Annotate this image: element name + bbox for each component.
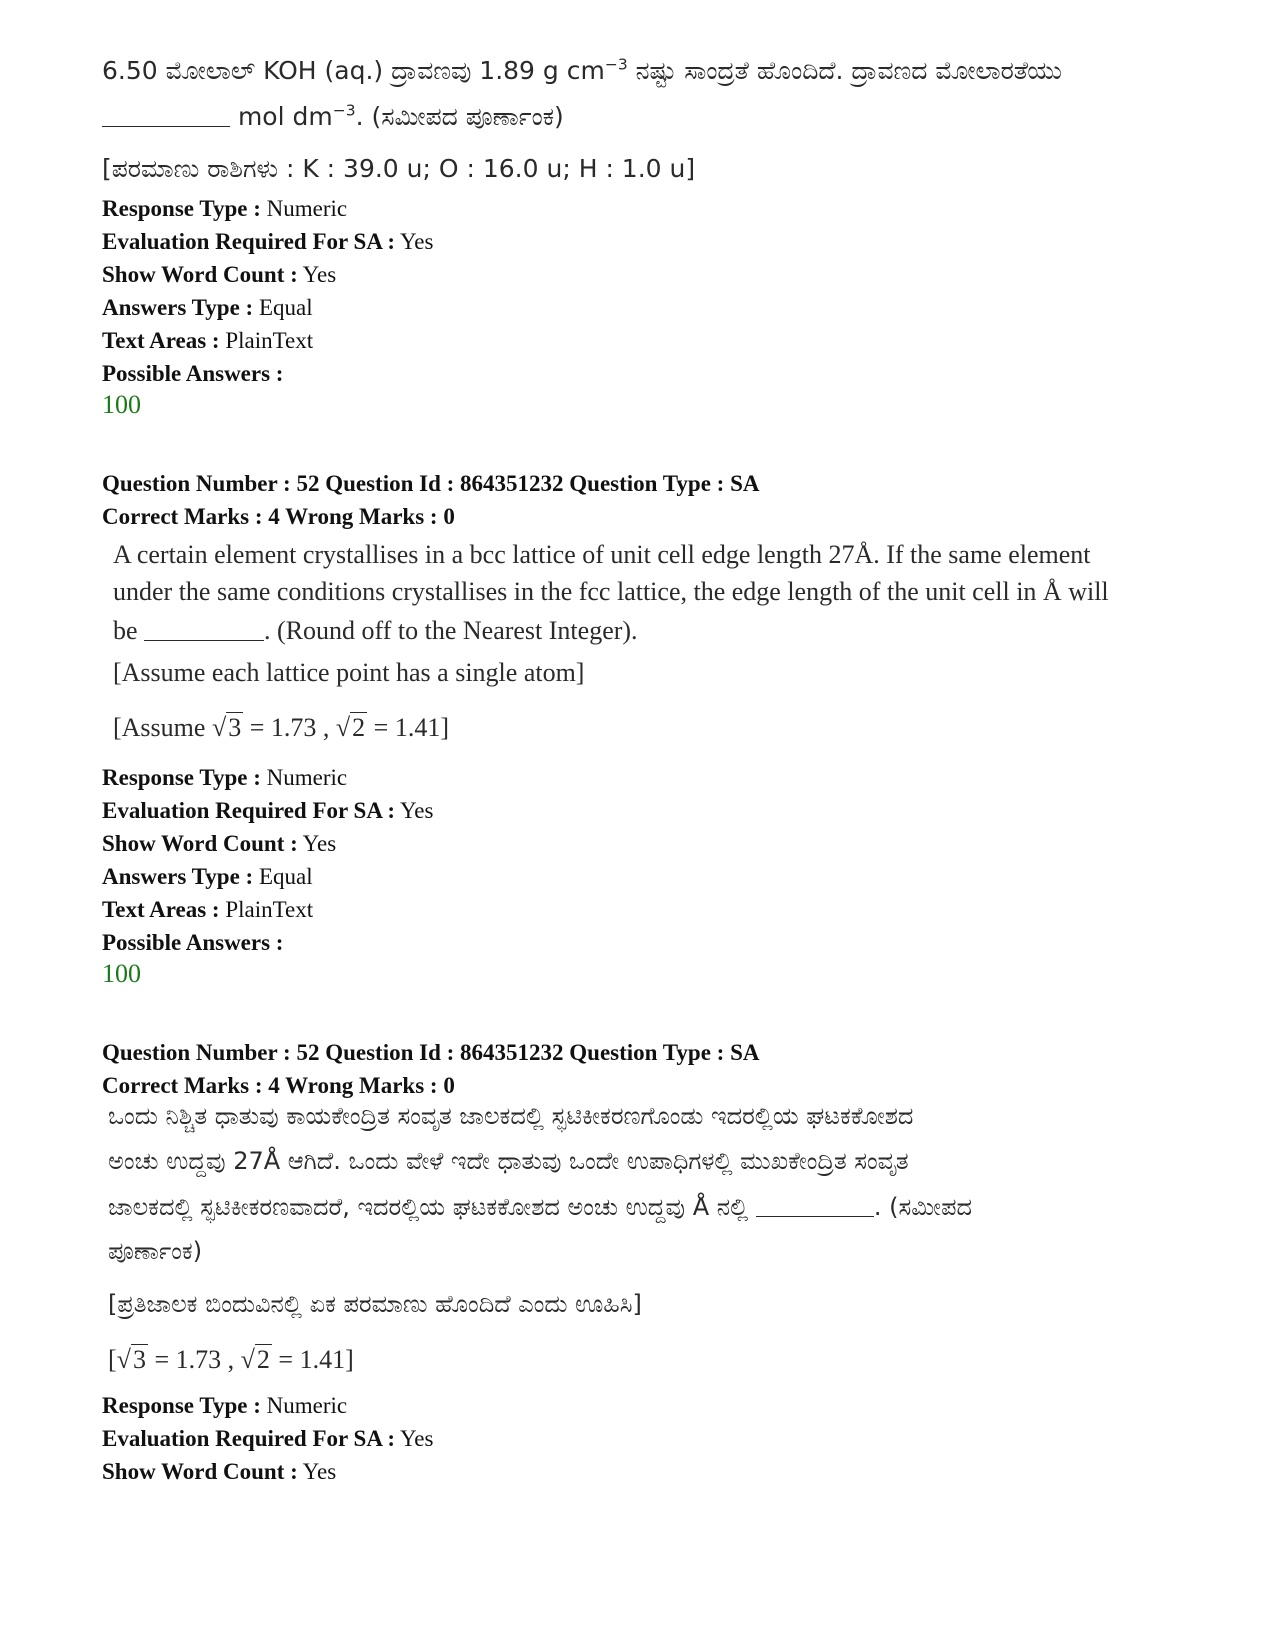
meta-response-type: Response Type : Numeric [102,1393,348,1418]
meta-evaluation-required: Evaluation Required For SA : Yes [102,229,434,254]
meta-text-areas: Text Areas : PlainText [102,897,314,922]
kn-line2-text-b: . (ಸಮೀಪದ ಪೂರ್ಣಾಂಕ) [355,102,564,131]
question-marks: Correct Marks : 4 Wrong Marks : 0 [102,1073,455,1098]
question-heading: Question Number : 52 Question Id : 864351232 Question Type : SA [102,471,760,496]
meta-possible-answers: Possible Answers : [102,930,284,955]
meta-show-word-count: Show Word Count : Yes [102,1459,337,1484]
kn-line1-text-a: 6.50 ಮೋಲಾಲ್ KOH (aq.) ದ್ರಾವಣವು 1.89 g cm [102,56,605,85]
formula-suffix: = 1.41] [271,1345,354,1374]
kn-line2-superscript: −3 [332,101,356,120]
question-heading: Question Number : 52 Question Id : 864351232 Question Type : SA [102,1040,760,1065]
formula-suffix: = 1.41] [367,713,449,742]
possible-answer-value: 100 [102,390,141,419]
sqrt-2: √2 [335,713,366,742]
meta-show-word-count: Show Word Count : Yes [102,262,337,287]
kn-line3-text-a: ಜಾಲಕದಲ್ಲಿ ಸ್ಫಟಿಕೀಕರಣವಾದರೆ, ಇದರಲ್ಲಿಯ ಘಟಕಕೋಶದ ಅಂಚು ಉದ್ದವು Å ನಲ್ಲಿ [108,1193,756,1221]
answer-blank [102,101,230,127]
meta-answers-type: Answers Type : Equal [102,295,313,320]
kn-line1-text-b: ನಷ್ಟು ಸಾಂದ್ರತೆ ಹೊಂದಿದೆ. ದ್ರಾವಣದ ಮೋಲಾರತೆಯು [627,56,1062,85]
question-line-1: A certain element crystallises in a bcc lattice of unit cell edge length 27Å. If the same element [113,540,1091,569]
formula-mid: = 1.73 , [243,713,336,742]
kn-question-line-2: ಅಂಚು ಉದ್ದವು 27Å ಆಗಿದೆ. ಒಂದು ವೇಳೆ ಇದೇ ಧಾತುವು ಒಂದೇ ಉಪಾಧಿಗಳಲ್ಲಿ ಮುಖಕೇಂದ್ರಿತ ಸಂವೃತ [108,1147,909,1175]
kn-question-line-1: ಒಂದು ನಿಶ್ಚಿತ ಧಾತುವು ಕಾಯಕೇಂದ್ರಿತ ಸಂವೃತ ಜಾಲಕದಲ್ಲಿ ಸ್ಫಟಿಕೀಕರಣಗೊಂಡು ಇದರಲ್ಲಿಯ ಘಟಕಕೋಶದ [108,1102,914,1130]
kn-question-line-2 [102,101,564,132]
kn-atomic-masses-note: [ಪರಮಾಣು ರಾಶಿಗಳು : K : 39.0 u; O : 16.0 u; H : 1.0 u] [102,154,696,183]
formula-prefix: [Assume [113,713,212,742]
meta-possible-answers: Possible Answers : [102,361,284,386]
possible-answer-value: 100 [102,959,141,988]
kn-question-line-1 [102,56,1062,86]
answer-blank [144,614,264,641]
meta-response-type: Response Type : Numeric [102,765,348,790]
question-line-2: under the same conditions crystallises in the fcc lattice, the edge length of the unit cell in Å will [113,577,1109,606]
meta-show-word-count: Show Word Count : Yes [102,831,337,856]
question-formula [113,713,449,743]
sqrt-3: √3 [211,713,242,742]
meta-text-areas: Text Areas : PlainText [102,328,314,353]
kn-formula [108,1345,354,1375]
kn-line3-text-b: . (ಸಮೀಪದ [873,1193,972,1221]
kn-line1-superscript: −3 [604,55,628,74]
question-line-3 [113,614,638,646]
meta-evaluation-required: Evaluation Required For SA : Yes [102,798,434,823]
kn-question-line-3 [108,1192,972,1221]
meta-response-type: Response Type : Numeric [102,196,348,221]
kn-question-line-4: ಪೂರ್ಣಾಂಕ) [108,1237,203,1265]
meta-evaluation-required: Evaluation Required For SA : Yes [102,1426,434,1451]
question-line-3-text-a: be [113,616,145,645]
question-marks: Correct Marks : 4 Wrong Marks : 0 [102,504,455,529]
formula-mid: = 1.73 , [147,1345,241,1374]
answer-blank [756,1192,874,1217]
sqrt-3: √3 [116,1345,146,1374]
kn-assumption: [ಪ್ರತಿಜಾಲಕ ಬಿಂದುವಿನಲ್ಲಿ ಏಕ ಪರಮಾಣು ಹೊಂದಿದೆ ಎಂದು ಊಹಿಸಿ] [108,1290,642,1318]
kn-line2-text-a: mol dm [230,102,333,131]
formula-prefix: [ [108,1345,117,1374]
sqrt-2: √2 [240,1345,270,1374]
question-line-3-text-b: . (Round off to the Nearest Integer). [264,616,638,645]
meta-answers-type: Answers Type : Equal [102,864,313,889]
question-assumption: [Assume each lattice point has a single atom] [113,658,585,687]
